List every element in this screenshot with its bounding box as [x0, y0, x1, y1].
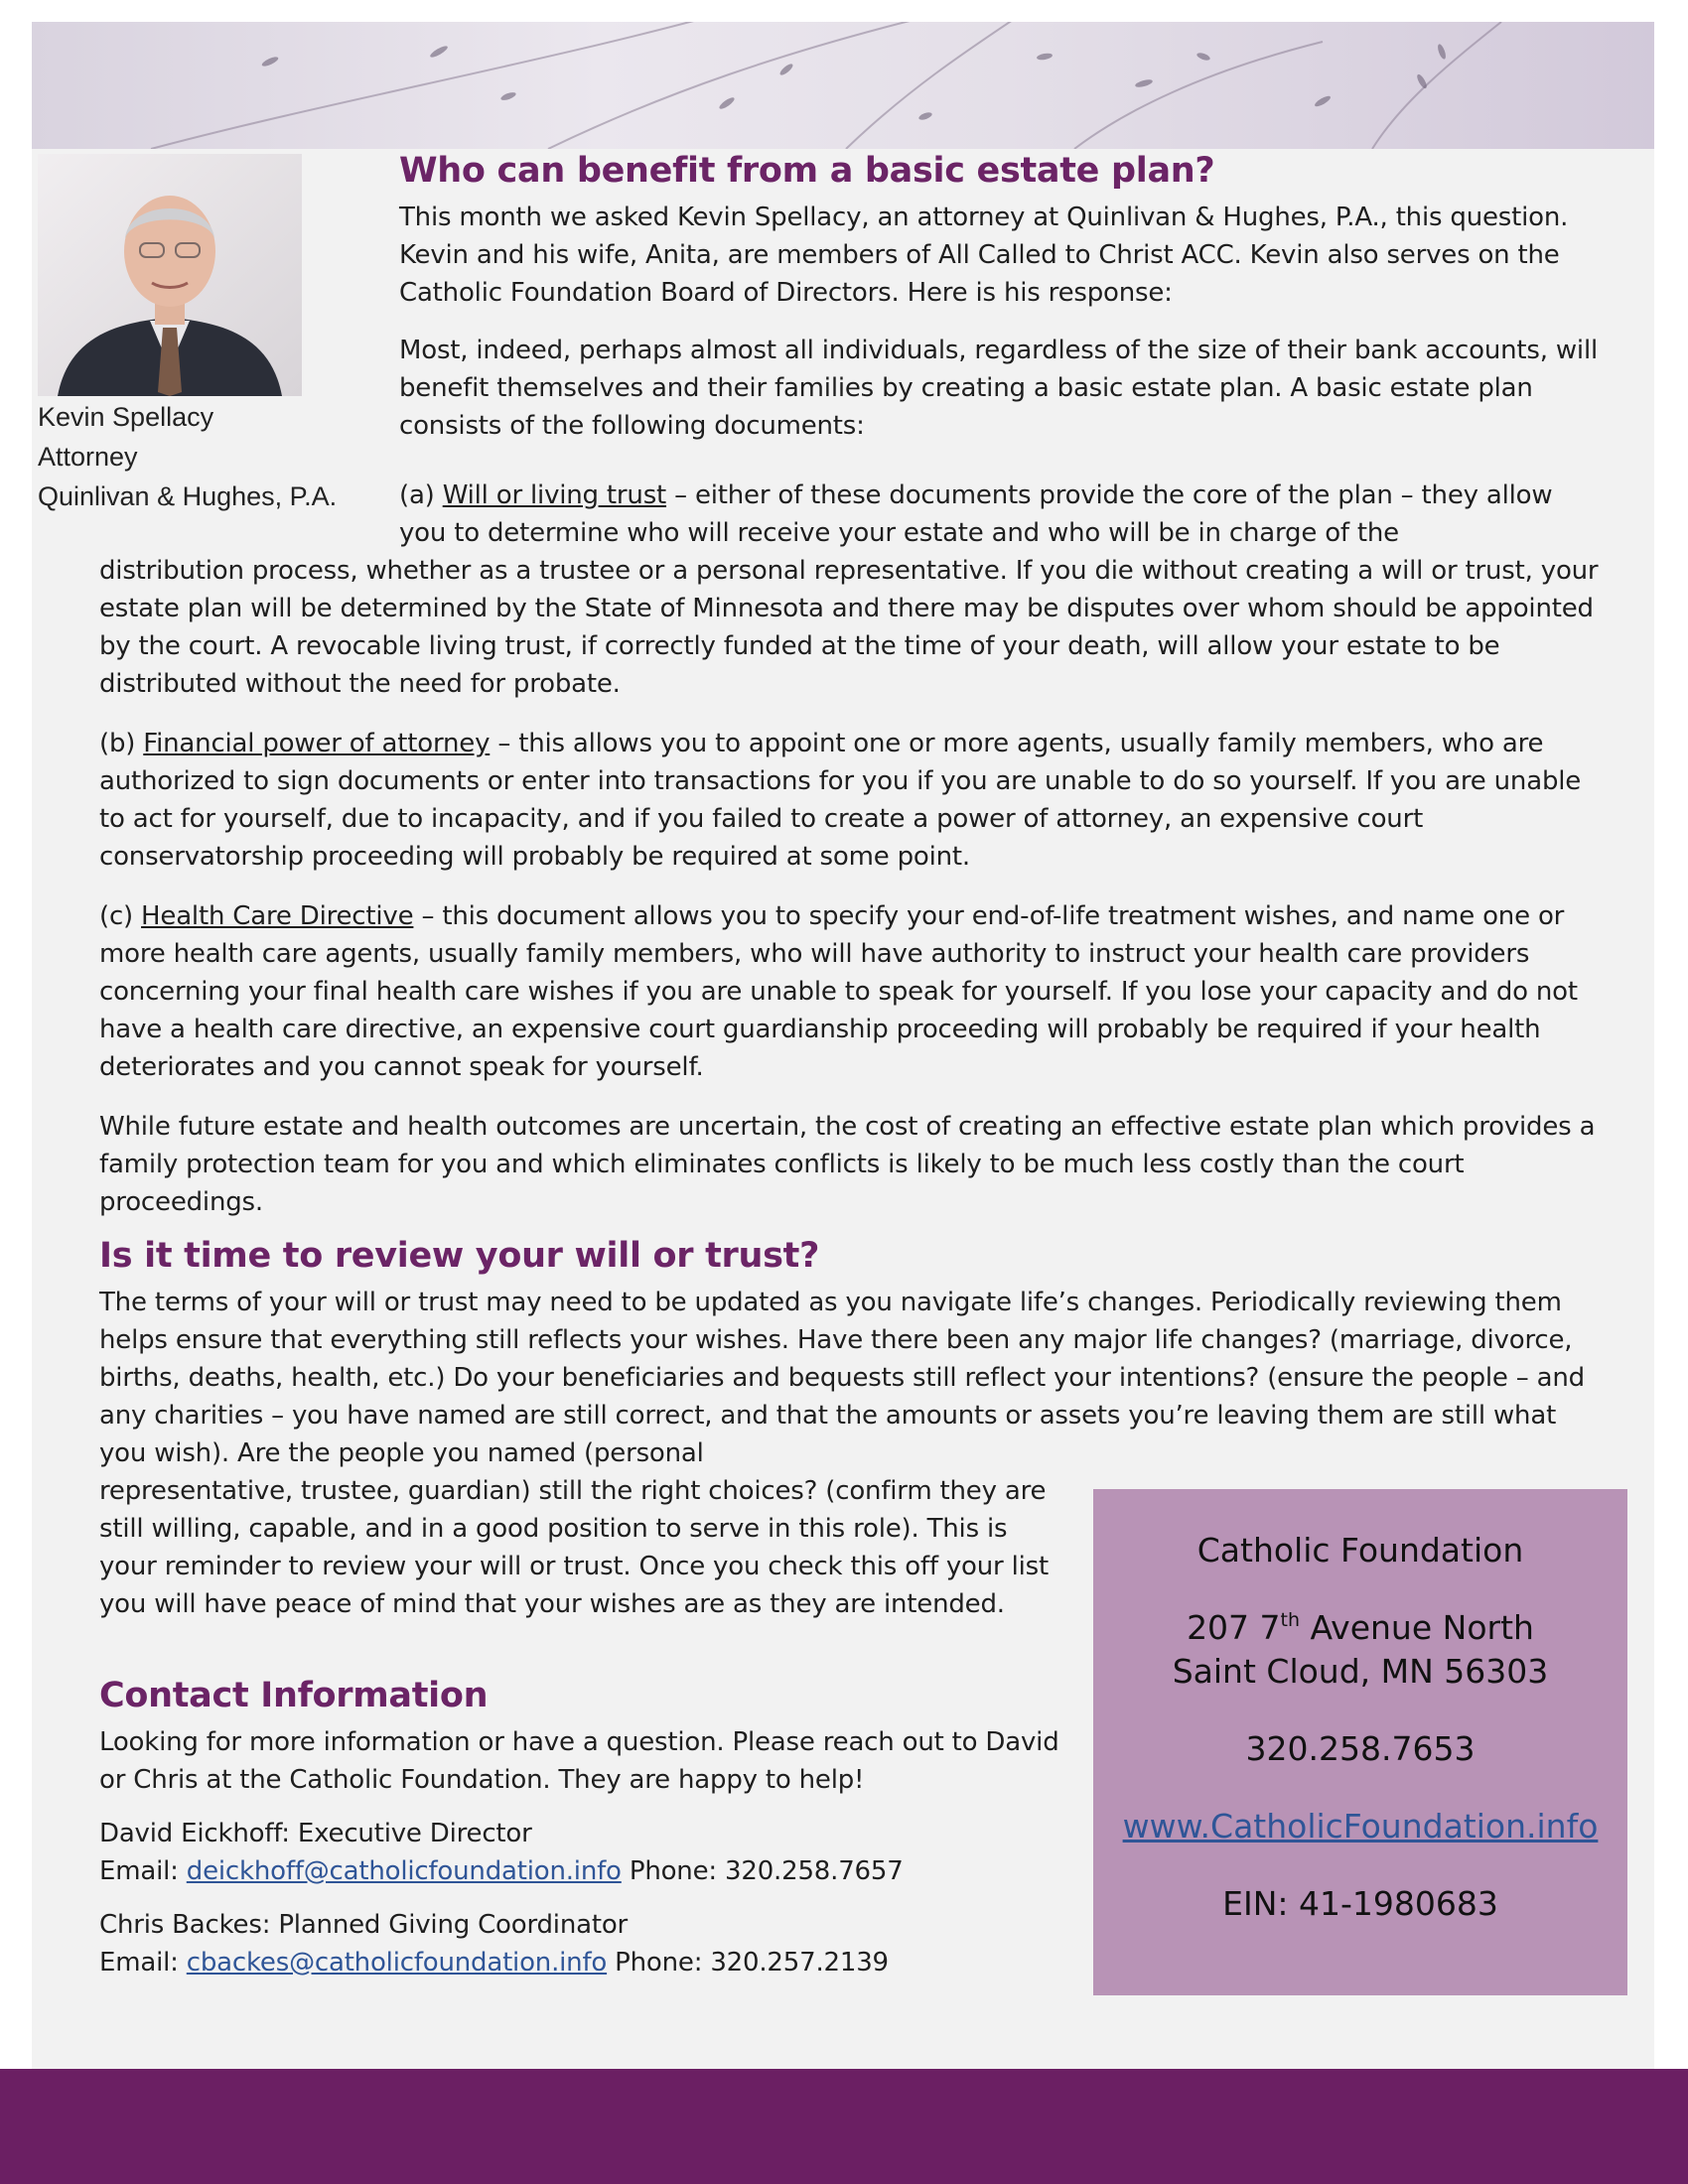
street-suffix: th: [1280, 1609, 1301, 1631]
caption-name: Kevin Spellacy: [38, 402, 214, 432]
phone-text: Phone: 320.257.2139: [607, 1948, 889, 1978]
caption-firm: Quinlivan & Hughes, P.A.: [38, 481, 338, 511]
footer-bar: [0, 2069, 1688, 2184]
email-link-david[interactable]: deickhoff@catholicfoundation.info: [186, 1856, 622, 1886]
contact-heading: Contact Information: [99, 1676, 489, 1715]
item-a-top: [399, 477, 1601, 552]
contact-block: [99, 1723, 1082, 1981]
section1-heading: Who can benefit from a basic estate plan?: [399, 151, 1215, 191]
review-paragraph-bottom: representative, trustee, guardian) still the right choices? (confirm they are still willing, capable, and in a good position to serve in this role). This is your reminder to review your will or trust. Once you check this off your list you will have peace of mind that your wishes are as they are intended.: [99, 1476, 1049, 1619]
org-website-row: [1093, 1807, 1627, 1845]
portrait-caption: [38, 397, 337, 516]
intro-paragraph: This month we asked Kevin Spellacy, an attorney at Quinlivan & Hughes, P.A., this question. Kevin and his wife, Anita, are members of All Called to Christ ACC. Kevin also serves on the Catholic Foundation Board of Directors. Here is his response:: [399, 203, 1569, 308]
email-label: Email:: [99, 1948, 187, 1978]
item-c-prefix: (c): [99, 901, 142, 931]
section2-body-top: [99, 1284, 1609, 1472]
org-phone: 320.258.7653: [1245, 1729, 1476, 1768]
item-c-paragraph: [99, 897, 1609, 1086]
org-ein: EIN: 41-1980683: [1222, 1884, 1498, 1923]
org-name: Catholic Foundation: [1196, 1531, 1524, 1570]
item-b-rest: – this allows you to appoint one or more agents, usually family members, who are authorized to sign documents or enter into transactions for you if you are unable to do so yourself. If you are unable to act for yourself, due to incapacity, and if you failed to create a power of attorney, an expensive court conservatorship proceeding will probably be required at some point.: [99, 729, 1582, 872]
grass-illustration: [32, 22, 1654, 149]
org-website-link[interactable]: www.CatholicFoundation.info: [1122, 1807, 1599, 1845]
org-city: Saint Cloud, MN 56303: [1172, 1652, 1549, 1691]
attorney-portrait-photo: [38, 154, 302, 396]
contact-person-david: [99, 1815, 1082, 1890]
street-name: Avenue North: [1300, 1608, 1534, 1647]
section1-intro-block: [399, 199, 1601, 552]
org-street: [1093, 1608, 1627, 1647]
review-paragraph-top: The terms of your will or trust may need to be updated as you navigate life’s changes. Periodically reviewing them helps ensure that everything still reflects your wishes. Have there been any major life changes? (marriage, divorce, births, deaths, health, etc.) Do your beneficiaries and bequests still reflect your intentions? (ensure the people – and any charities – you have named are still correct, and that the amounts or assets you’re leaving them are still what you wish). Are the people you named (personal: [99, 1288, 1585, 1468]
contact-person-chris: [99, 1906, 1082, 1981]
contact-intro: Looking for more information or have a question. Please reach out to David or Chris at the Catholic Foundation. They are happy to help!: [99, 1727, 1059, 1795]
contact-name-title: David Eickhoff: Executive Director: [99, 1819, 532, 1848]
contact-email-line: [99, 1852, 1082, 1890]
email-link-chris[interactable]: cbackes@catholicfoundation.info: [186, 1948, 608, 1978]
section2-body-bottom: [99, 1472, 1053, 1623]
contact-name-title: Chris Backes: Planned Giving Coordinator: [99, 1910, 629, 1940]
estate-plan-paragraph: Most, indeed, perhaps almost all individuals, regardless of the size of their bank accounts, will benefit themselves and their families by creating a basic estate plan. A basic estate plan consists of the following documents:: [399, 336, 1598, 441]
item-a-rest-top: – either of these documents provide the core of the plan – they allow you to determine who will receive your estate and who will be in charge of the: [399, 480, 1553, 548]
item-a-term: Will or living trust: [442, 480, 667, 510]
section2-heading: Is it time to review your will or trust?: [99, 1236, 820, 1276]
organization-info-box: [1093, 1489, 1627, 1995]
closing-paragraph: While future estate and health outcomes are uncertain, the cost of creating an effective estate plan which provides a family protection team for you and which eliminates conflicts is likely to be much less costly than the court proceedings.: [99, 1112, 1596, 1217]
section1-main-block: [99, 552, 1609, 1221]
item-a-prefix: (a): [399, 480, 443, 510]
item-c-term: Health Care Directive: [141, 901, 414, 931]
item-a-bottom: distribution process, whether as a trustee or a personal representative. If you die without creating a will or trust, your estate plan will be determined by the State of Minnesota and there may be disputes over whom should be appointed by the court. A revocable living trust, if correctly funded at the time of your death, will allow your estate to be distributed without the need for probate.: [99, 556, 1599, 699]
contact-email-line: [99, 1944, 1082, 1981]
item-b-term: Financial power of attorney: [143, 729, 491, 758]
street-number: 207 7: [1187, 1608, 1281, 1647]
item-b-prefix: (b): [99, 729, 144, 758]
item-b-paragraph: [99, 725, 1609, 876]
item-c-rest: – this document allows you to specify your end-of-life treatment wishes, and name one or more health care agents, usually family members, who will have authority to instruct your health care providers concerning your final health care wishes if you are unable to speak for yourself. If you lose your capacity and do not have a health care directive, an expensive court guardianship proceeding will probably be required if your health deteriorates and you cannot speak for yourself.: [99, 901, 1578, 1082]
header-banner-image: [32, 22, 1654, 149]
caption-role: Attorney: [38, 442, 138, 472]
phone-text: Phone: 320.258.7657: [621, 1856, 904, 1886]
email-label: Email:: [99, 1856, 187, 1886]
